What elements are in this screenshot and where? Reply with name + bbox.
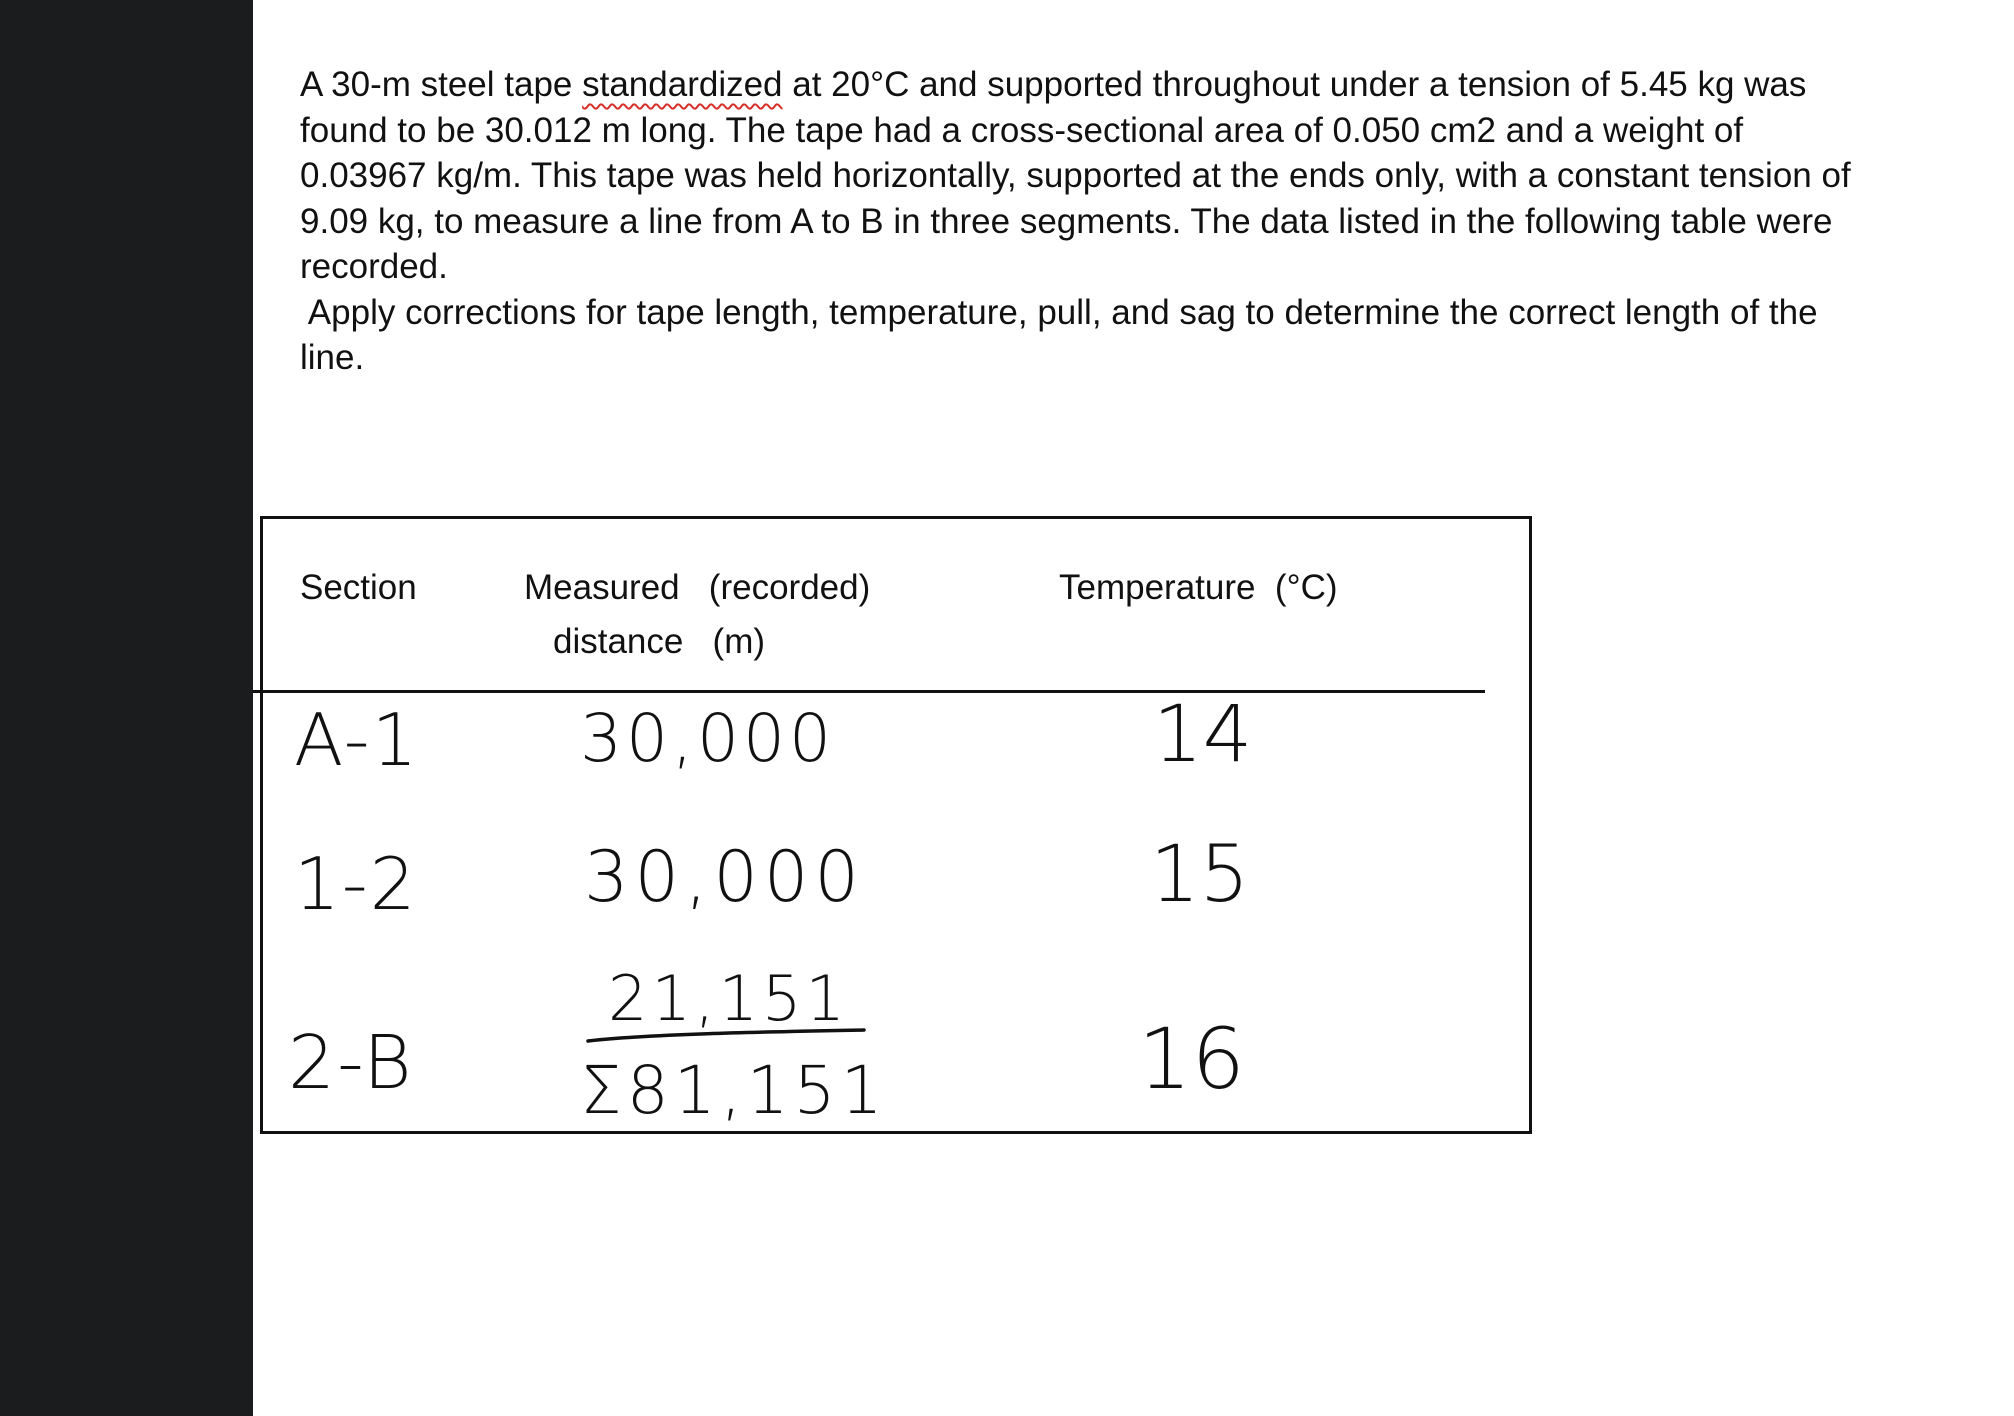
cell-section-12: 1-2	[294, 842, 418, 926]
sum-underline	[588, 1030, 864, 1041]
problem-line-7: line.	[300, 338, 365, 377]
cell-section-2b: 2-B	[288, 1020, 414, 1106]
problem-line-6: Apply corrections for tape length, temperature, pull, and sag to determine the correct length of the	[300, 292, 1818, 332]
cell-distance-sum: Σ81,151	[580, 1052, 888, 1129]
header-temperature: Temperature (°C)	[1059, 568, 1338, 607]
cell-temp-2b: 16	[1138, 1010, 1245, 1108]
problem-line-4: 9.09 kg, to measure a line from A to B in three segments. The data listed in the following table were	[300, 201, 1833, 241]
problem-line-1-end: at 20°C and supported throughout under a tension of 5.45 kg was	[782, 65, 1807, 104]
cell-distance-2b: 21,151	[608, 962, 849, 1035]
problem-line-2: found to be 30.012 m long. The tape had a cross-sectional area of 0.050 cm2 and a weight of	[300, 110, 1744, 150]
problem-line-1-start: A 30-m steel tape	[300, 65, 583, 104]
cell-distance-a1: 30,000	[580, 700, 835, 777]
cell-distance-12: 30,000	[584, 836, 865, 918]
problem-line-3: 0.03967 kg/m. This tape was held horizontally, supported at the ends only, with a constant tension of	[300, 156, 1851, 195]
cell-temp-12: 15	[1150, 830, 1250, 920]
header-distance: distance (m)	[553, 622, 765, 661]
problem-line-5: recorded.	[300, 247, 448, 286]
header-measured: Measured (recorded)	[524, 568, 871, 607]
cell-section-a1: A-1	[294, 698, 420, 782]
header-section: Section	[300, 568, 417, 607]
spellcheck-flagged-word[interactable]: standardized	[582, 65, 783, 104]
cell-temp-a1: 14	[1153, 690, 1253, 780]
